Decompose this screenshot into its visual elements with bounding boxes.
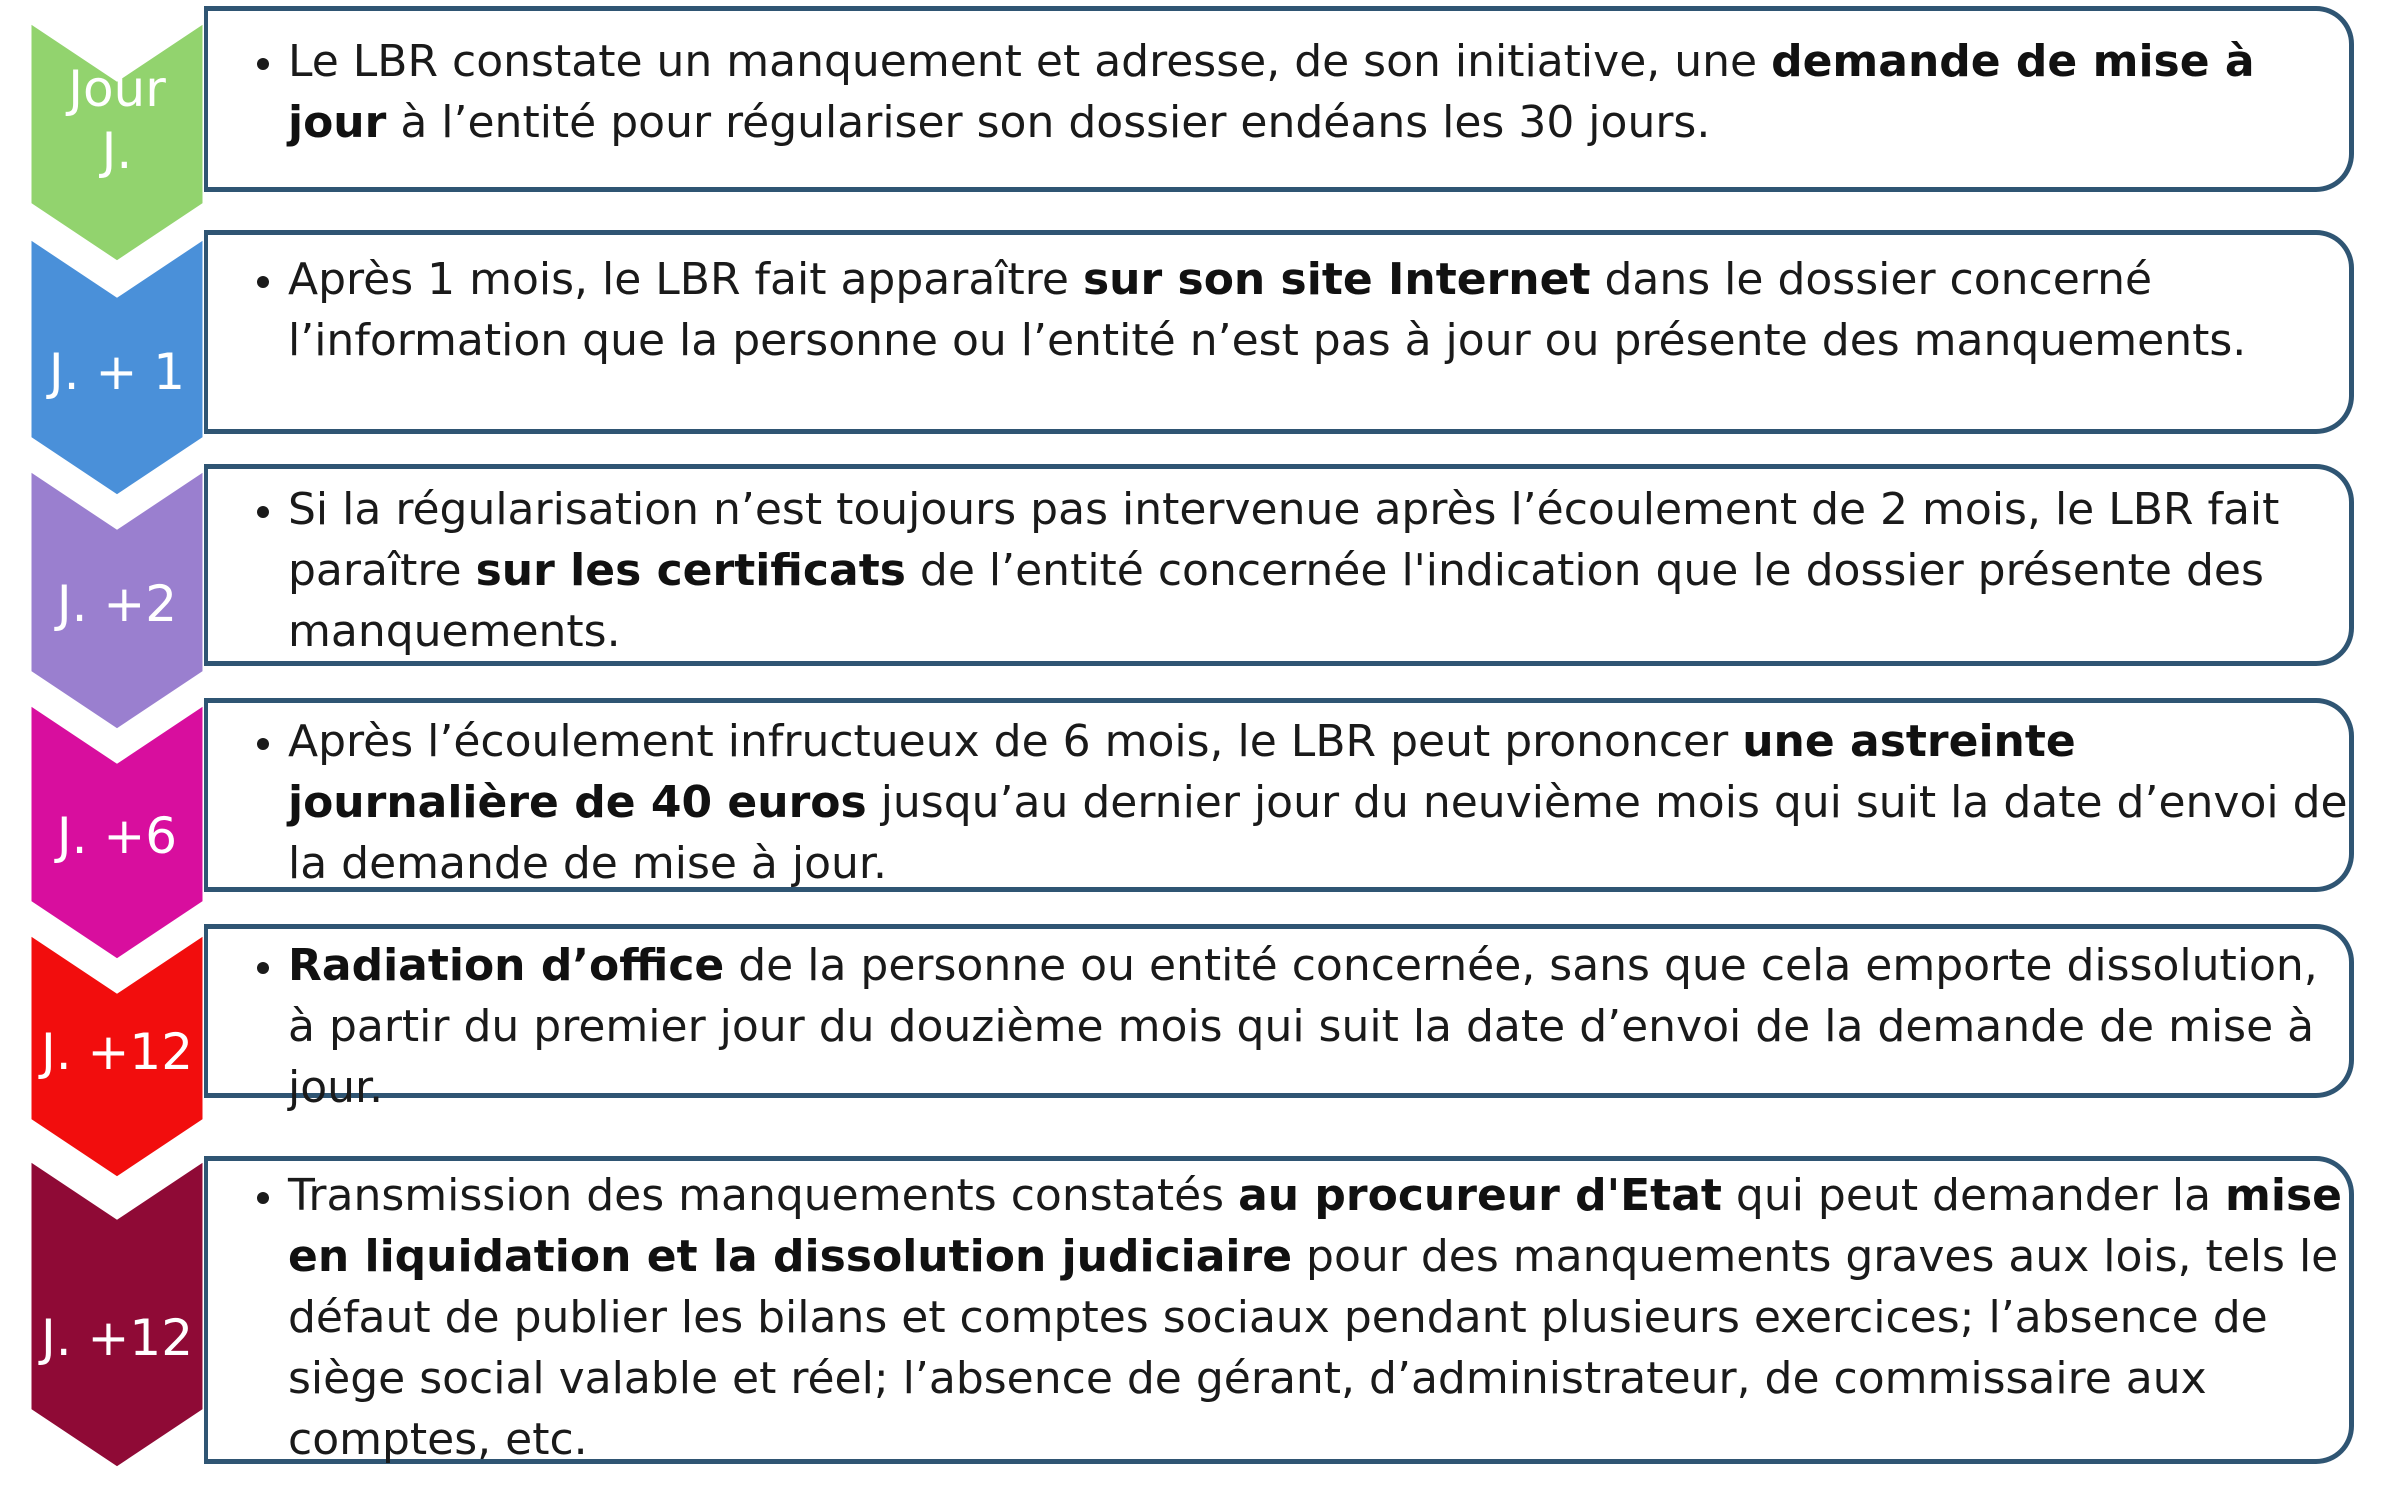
step-box-3 [204, 464, 2354, 666]
step-text-segment: dans le dossier concerné l’information que la personne ou l’entité n’est pas à jour ou présente des manquements. [288, 254, 2247, 366]
step-text-segment: qui peut demander la [1721, 1170, 2226, 1221]
step-text [288, 479, 2349, 662]
step-text-segment: pour des manquements graves aux lois, tels le défaut de publier les bilans et comptes sociaux pendant plusieurs exercices; l’absence de siège social valable et réel; l’absence de gérant, d’administrateur, de commissaire aux comptes, etc. [288, 1231, 2339, 1465]
chevron-label-line: J. +6 [56, 807, 178, 865]
chevron-label-line: J. +12 [40, 1023, 194, 1081]
step-box-4 [204, 698, 2354, 892]
chevron-label-line: J. +2 [56, 575, 178, 633]
chevron-label-line: J. [101, 122, 133, 180]
chevron-label-1 [28, 58, 206, 182]
step-text-segment: jusqu’au dernier jour du neuvième mois qui suit la date d’envoi de la demande de mise à jour. [288, 777, 2348, 889]
step-text-bold: sur les certificats [475, 545, 906, 596]
chevron-label-2 [28, 341, 206, 403]
step-box-2 [204, 230, 2354, 434]
step-text-segment: Après 1 mois, le LBR fait apparaître [288, 254, 1083, 305]
chevron-label-3 [28, 573, 206, 635]
step-text-bold: une astreinte journalière de 40 euros [288, 716, 2076, 828]
step-text-bold: au procureur d'Etat [1238, 1170, 1722, 1221]
step-text-segment: Le LBR constate un manquement et adresse, de son initiative, une [288, 36, 1772, 87]
step-text-bold: Radiation d’office [288, 940, 725, 991]
step-text [288, 249, 2349, 371]
step-text-segment: Transmission des manquements constatés [288, 1170, 1239, 1221]
step-text-segment: à l’entité pour régulariser son dossier endéans les 30 jours. [386, 97, 1711, 148]
chevron-label-line: Jour [68, 60, 166, 118]
step-text-segment: de l’entité concernée l'indication que le dossier présente des manquements. [288, 545, 2264, 657]
step-text [288, 711, 2349, 894]
step-box-1 [204, 6, 2354, 192]
chevron-label-4 [28, 805, 206, 867]
step-text [288, 935, 2349, 1118]
step-text-segment: Si la régularisation n’est toujours pas intervenue après l’écoulement de 2 mois, le LBR fait paraître [288, 484, 2280, 596]
step-text [288, 31, 2349, 153]
chevron-label-5 [28, 1021, 206, 1083]
chevron-label-line: J. + 1 [48, 343, 186, 401]
step-text-bold: demande de mise à jour [288, 36, 2255, 148]
chevron-label-6 [28, 1307, 206, 1369]
step-box-6 [204, 1156, 2354, 1464]
step-text-bold: sur son site Internet [1082, 254, 1591, 305]
step-text-segment: de la personne ou entité concernée, sans que cela emporte dissolution, à partir du premier jour du douzième mois qui suit la date d’envoi de la demande de mise à jour. [288, 940, 2318, 1113]
chevron-label-line: J. +12 [40, 1309, 194, 1367]
step-box-5 [204, 924, 2354, 1113]
step-text [288, 1165, 2349, 1470]
step-text-segment: Après l’écoulement infructueux de 6 mois, le LBR peut prononcer [288, 716, 1743, 767]
step-text-bold: mise en liquidation et la dissolution judiciaire [288, 1170, 2342, 1282]
